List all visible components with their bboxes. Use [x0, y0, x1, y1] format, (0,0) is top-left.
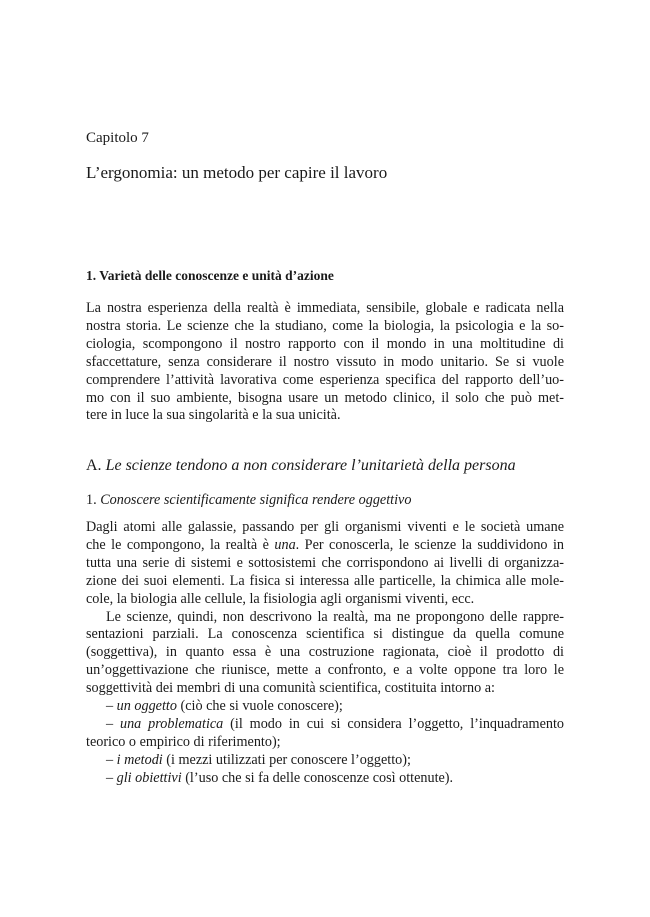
- subsection-1-title: Conoscere scientificamente significa rendere oggettivo: [100, 492, 412, 508]
- emphasis-una: una: [274, 536, 296, 553]
- intro-line: nostra storia. Le scienze che la studiano, come la biologia, la psicologia e la so-: [86, 317, 564, 334]
- intro-line: mo con il suo ambiente, bisogna usare un metodo clinico, il solo che può met-: [86, 389, 564, 406]
- list-item: [86, 770, 564, 788]
- list-text: (il modo in cui si considera l’oggetto, l’inquadramento: [223, 715, 564, 732]
- intro-line: tere in luce la sua singolarità e la sua unicità.: [86, 407, 341, 424]
- list-dash: –: [106, 751, 117, 768]
- list-dash: –: [106, 715, 120, 732]
- list-item: [86, 752, 564, 770]
- body-text: [86, 519, 564, 788]
- intro-paragraph: [86, 300, 564, 425]
- list-text: (ciò che si vuole conoscere);: [176, 698, 343, 715]
- list-item: [86, 716, 564, 734]
- criteria-list: [86, 698, 564, 788]
- list-term: gli obiettivi: [116, 769, 182, 786]
- paragraph-line: sentazioni parziali. La conoscenza scientifica si distingue da quella comune: [86, 626, 564, 643]
- paragraph-line: soggettività dei membri di una comunità scientifica, costituita intorno a:: [86, 680, 495, 697]
- list-item: [86, 698, 564, 716]
- paragraph-line: zione dei suoi elementi. La fisica si interessa alle particelle, la chimica alle mole-: [86, 572, 564, 589]
- subsection-1-heading: [86, 491, 411, 509]
- paragraph-1: [86, 519, 564, 609]
- paragraph-line: [86, 537, 564, 555]
- list-term: i metodi: [116, 751, 163, 768]
- paragraph-line: Le scienze, quindi, non descrivono la realtà, ma ne propongono delle rappre-: [106, 608, 564, 625]
- paragraph-line: un’oggettivazione che riunisce, mette a confronto, e a volte oppone tra loro le: [86, 662, 564, 679]
- line-text: che le compongono, la realtà è: [86, 536, 275, 553]
- intro-line: sfaccettature, senza considerare il nostro vissuto in modo unitario. Se si vuole: [86, 353, 564, 370]
- list-dash: –: [106, 698, 117, 715]
- subsection-1-prefix: 1.: [86, 492, 101, 508]
- paragraph-2: [86, 609, 564, 699]
- intro-line: comprendere l’attività lavorativa come esperienza specifica del rapporto dell’uo-: [86, 371, 564, 388]
- intro-line: La nostra esperienza della realtà è immediata, sensibile, globale e radicata nella: [86, 300, 564, 316]
- paragraph-line: tutta una serie di sistemi e sottosistemi che corrispondono ai livelli di organizza-: [86, 554, 564, 571]
- list-term: una problematica: [119, 715, 224, 732]
- subsection-a-heading: [86, 456, 516, 475]
- subsection-a-prefix: A.: [86, 457, 106, 474]
- chapter-title: L’ergonomia: un metodo per capire il lavoro: [86, 163, 388, 182]
- section-heading: 1. Varietà delle conoscenze e unità d’azione: [86, 268, 334, 283]
- paragraph-line: Dagli atomi alle galassie, passando per gli organismi viventi e le società umane: [86, 519, 564, 535]
- paragraph-line: cole, la biologia alle cellule, la fisiologia agli organismi viventi, ecc.: [86, 590, 475, 607]
- list-term: un oggetto: [116, 698, 177, 715]
- list-item-continuation: teorico o empirico di riferimento);: [86, 733, 281, 750]
- subsection-a-title: Le scienze tendono a non considerare l’unitarietà della persona: [105, 457, 516, 474]
- chapter-label: Capitolo 7: [86, 130, 149, 146]
- line-text: . Per conoscerla, le scienze la suddividono in: [295, 536, 565, 553]
- list-dash: –: [106, 769, 117, 786]
- intro-line: ciologia, scompongono il nostro rapporto con il mondo in una moltitudine di: [86, 335, 564, 352]
- paragraph-line: (soggettiva), in quanto essa è una costruzione ragionata, cioè il prodotto di: [86, 644, 564, 661]
- list-text: (l’uso che si fa delle conoscenze così ottenute).: [181, 769, 454, 786]
- list-text: (i mezzi utilizzati per conoscere l’oggetto);: [162, 751, 411, 768]
